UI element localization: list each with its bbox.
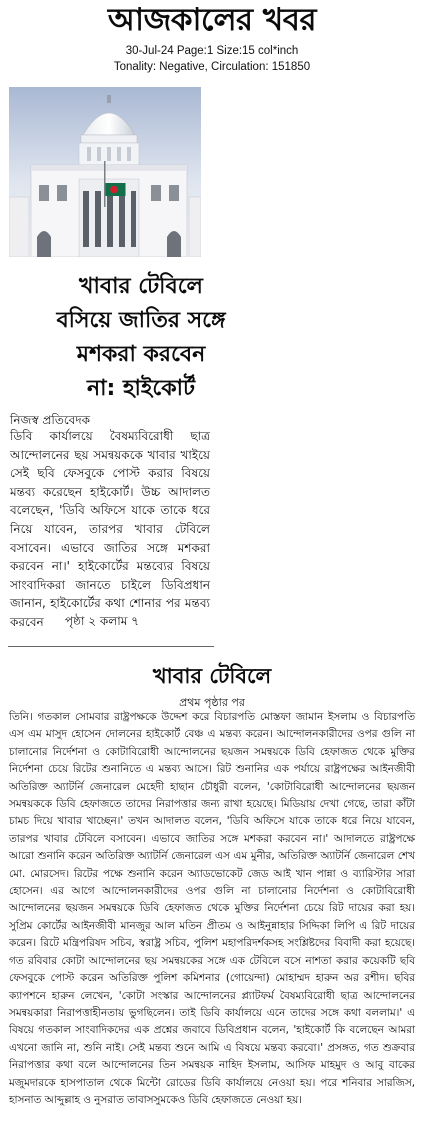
headline-line: মশকরা করবেন — [76, 342, 206, 367]
article-headline — [10, 270, 272, 406]
newspaper-name: আজকালের খবর — [107, 2, 317, 38]
article-lead-paragraph: ডিবি কার্যালয়ে বৈষম্যবিরোধী ছাত্র আন্দোলনের ছয় সমন্বয়ককে খাবার খাইয়ে সেই ছবি ফেসবুকে পোস্ট করার বিষয়ে মন্তব্য করেছেন হাইকোর্ট। উচ্চ আদালত বলেছেন, 'ডিবি অফিসে যাকে তাকে ধরে নিয়ে যাবেন, তারপর খাবার টেবিলে বসাবেন। এভাবে জাতির সঙ্গে মশকরা করবেন না।' হাইকোর্টের মন্তব্যের বিষয়ে সাংবাদিকরা জানতে চাইলে ডিবিপ্রধান জানান, হাইকোর্টের কথা শোনার পর মন্তব্য করবেন — [10, 429, 210, 629]
clipping-meta-tonality: Tonality: Negative, Circulation: 151850 — [113, 61, 311, 73]
continuation-headline: খাবার টেবিলে — [152, 664, 272, 688]
article-byline: নিজস্ব প্রতিবেদক — [10, 413, 91, 427]
headline-line: বসিয়ে জাতির সঙ্গে — [56, 308, 226, 333]
continued-from-label: প্রথম পৃষ্ঠার পর — [179, 696, 245, 709]
headline-line: না: হাইকোর্ট — [87, 376, 195, 401]
continued-on-page-label: পৃষ্ঠা ২ কলাম ৭ — [65, 614, 139, 628]
high-court-photo — [9, 87, 201, 257]
clipping-meta-date-page: 30-Jul-24 Page:1 Size:15 col*inch — [125, 45, 299, 57]
section-divider — [8, 646, 214, 647]
continuation-paragraph: তিনি। গতকাল সোমবার রাষ্ট্রপক্ষকে উদ্দেশ করে বিচারপতি মোস্তফা জামান ইসলাম ও বিচারপতি এস এম মাসুদ হোসেন দোলনের হাইকোর্ট বেঞ্চ এ মন্তব্য করেন। আন্দোলনকারীদের ওপর গুলি না চালানোর নির্দেশনা ও কোটাবিরোধী আন্দোলনের ছয়জন সমন্বয়কে ডিবি হেফাজত থেকে মুক্তির নির্দেশনা চেয়ে রিটের শুনানিতে এ মন্তব্য আসে। রিট শুনানির এক পর্যায়ে রাষ্ট্রপক্ষের আইনজীবী অতিরিক্ত অ্যাটর্নি জেনারেল মেহেদী হাছান চৌধুরী বলেন, 'কোটাবিরোধী আন্দোলনের ছয়জন সমন্বয়ককে ডিবি হেফাজতে তাদের নিরাপত্তার জন্য রাখা হয়েছে। মিডিয়ায় দেখা গেছে, তারা কাঁটা চামচ দিয়ে খাবার খাচ্ছেন।' তখন আদালত বলেন, 'ডিবি অফিসে যাকে তাকে ধরে নিয়ে যাবেন, তারপর খাবার টেবিলে বসাবেন। এভাবে জাতির সঙ্গে মশকরা করবেন না।' আদালতে রাষ্ট্রপক্ষে আরো শুনানি করেন অতিরিক্ত অ্যাটর্নি জেনারেল এস এম মুনীর, অতিরিক্ত অ্যাটর্নি জেনারেল শেখ মো. মোরসেদ। রিটের পক্ষে শুনানি করেন অ্যাডভোকেট জেড আই খান পান্না ও ব্যারিস্টার সারা হোসেন। এর আগে আন্দোলনকারীদের ওপর গুলি না চালানোর নির্দেশনা ও কোটাবিরোধী আন্দোলনের ছয়জন সমন্বয়কে ডিবি হেফাজত থেকে মুক্তির নির্দেশনা চেয়ে রিট দায়ের করা হয়। সুপ্রিম কোর্টের আইনজীবী মানজুর আল মতিন প্রীতম ও আইনুন্নাহার সিদ্দিকা লিপি এ রিট দায়ের করেন। রিটে মন্ত্রিপরিষদ সচিব, স্বরাষ্ট্র সচিব, পুলিশ মহাপরিদর্শকসহ সংশ্লিষ্টদের বিবাদী করা হয়েছে। গত রবিবার কোটা আন্দোলনের ছয় সমন্বয়কের সঙ্গে এক টেবিলে বসে নাশতা করার কয়েকটি ছবি ফেসবুকে পোস্ট করেন অতিরিক্ত পুলিশ কমিশনার (গোয়েন্দা) মোহাম্মদ হারুন অর রশীদ। ছবির ক্যাপশনে হারুন লেখেন, 'কোটা সংস্কার আন্দোলনের প্ল্যাটফর্ম বৈষম্যবিরোধী ছাত্র আন্দোলনের সমন্বয়কারা নিরাপত্তাহীনতায় ভুগছিলেন। তাই ডিবি কার্যালয়ে এনে তাদের সঙ্গে কথা বললাম।' এ বিষয়ে গতকাল সাংবাদিকদের এক প্রশ্নের জবাবে ডিবিপ্রধান বলেন, 'হাইকোর্ট কি বলেছেন আমরা এখনো জানি না, শুনি নাই। সেই মন্তব্য শুনে আমি এ বিষয়ে মন্তব্য করবো।' প্রসঙ্গত, গত শুক্রবার নিরাপত্তার কথা বলে আন্দোলনের তিন সমন্বয়ক নাহিদ ইসলাম, আসিফ মাহমুদ ও আবু বাকের মজুমদারকে হাসপাতাল থেকে মিন্টো রোডের ডিবি কার্যালয়ে নেওয়া হয়। পরে শনিবার সারজিস, হাসনাত আব্দুল্লাহ ও নুসরাত তাবাসসুমকেও ডিবি হেফাজতে নেওয়া হয়। — [9, 711, 415, 1106]
headline-line: খাবার টেবিলে — [79, 274, 203, 299]
newspaper-masthead — [0, 0, 424, 42]
continuation-body — [9, 709, 415, 1109]
